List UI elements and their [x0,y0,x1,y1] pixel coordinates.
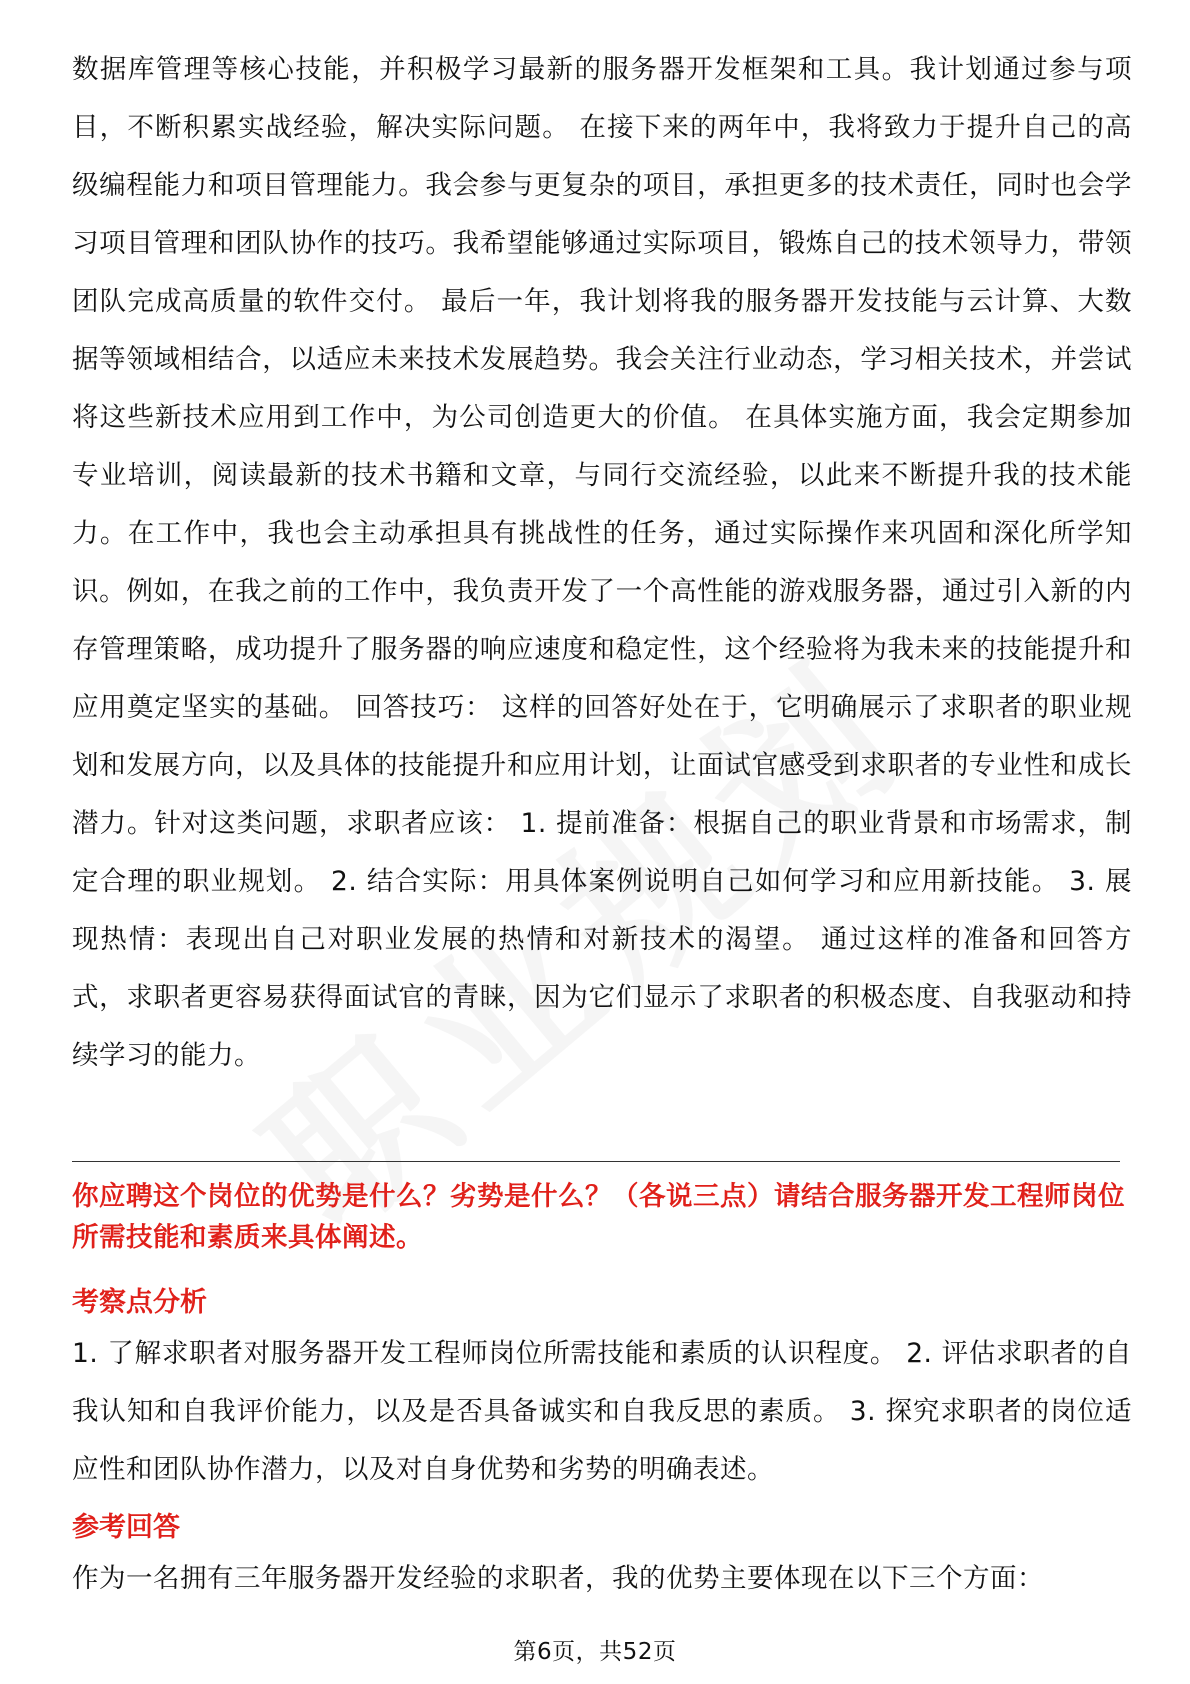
page-number: 第6页，共52页 [513,1639,677,1665]
question-title: 你应聘这个岗位的优势是什么？劣势是什么？（各说三点）请结合服务器开发工程师岗位所需技能和素质来具体阐述。 [72,1181,1125,1253]
reference-heading: 参考回答 [72,1512,180,1543]
reference-text: 作为一名拥有三年服务器开发经验的求职者，我的优势主要体现在以下三个方面： [72,1563,1044,1594]
body-paragraph: 数据库管理等核心技能，并积极学习最新的服务器开发框架和工具。我计划通过参与项目，不断积累实战经验，解决实际问题。 在接下来的两年中，我将致力于提升自己的高级编程能力和项目管理能力。我会参与更复杂的项目，承担更多的技术责任，同时也会学习项目管理和团队协作的技巧。我希望能够通过实际项目，锻炼自己的技术领导力，带领团队完成高质量的软件交付。 最后一年，我计划将我的服务器开发技能与云计算、大数据等领域相结合，以适应未来技术发展趋势。我会关注行业动态，学习相关技术，并尝试将这些新技术应用到工作中，为公司创造更大的价值。 在具体实施方面，我会定期参加专业培训，阅读最新的技术书籍和文章，与同行交流经验，以此来不断提升我的技术能力。在工作中，我也会主动承担具有挑战性的任务，通过实际操作来巩固和深化所学知识。例如，在我之前的工作中，我负责开发了一个高性能的游戏服务器，通过引入新的内存管理策略，成功提升了服务器的响应速度和稳定性，这个经验将为我未来的技能提升和应用奠定坚实的基础。 回答技巧： 这样的回答好处在于，它明确展示了求职者的职业规划和发展方向，以及具体的技能提升和应用计划，让面试官感受到求职者的专业性和成长潜力。针对这类问题，求职者应该： 1. 提前准备：根据自己的职业背景和市场需求，制定合理的职业规划。 2. 结合实际：用具体案例说明自己如何学习和应用新技能。 3. 展现热情：表现出自己对职业发展的热情和对新技术的渴望。 通过这样的准备和回答方式，求职者更容易获得面试官的青睐，因为它们显示了求职者的积极态度、自我驱动和持续学习的能力。 [72,54,1132,1071]
section-divider [72,1161,1120,1162]
analysis-heading: 考察点分析 [72,1287,207,1318]
analysis-text: 1. 了解求职者对服务器开发工程师岗位所需技能和素质的认识程度。 2. 评估求职者的自我认知和自我评价能力，以及是否具备诚实和自我反思的素质。 3. 探究求职者的岗位适应性和团队协作潜力，以及对自身优势和劣势的明确表述。 [72,1338,1132,1485]
